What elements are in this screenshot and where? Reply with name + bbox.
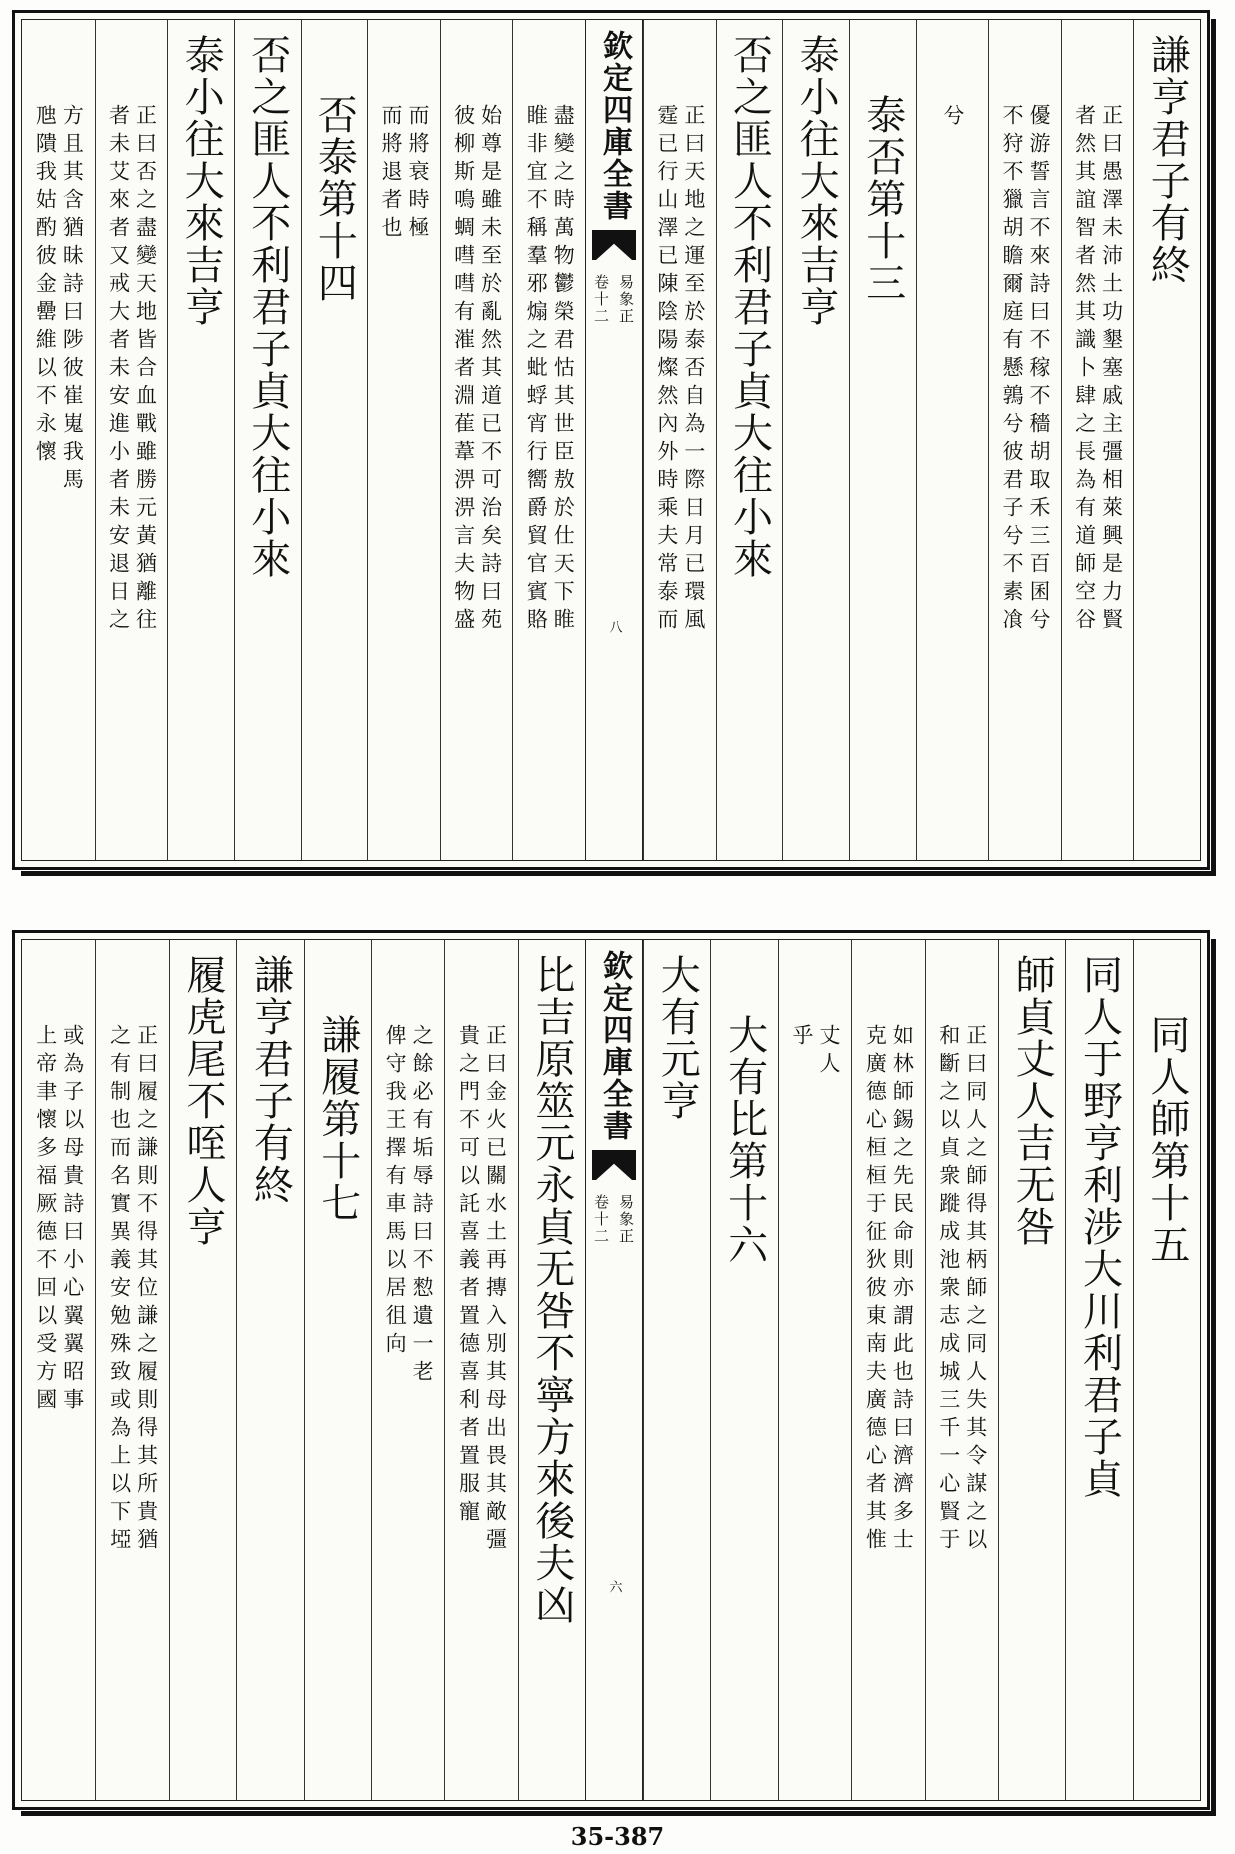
main-text: 大有元亨 [654,954,701,1122]
commentary-column [925,940,998,1800]
commentary-lines [522,34,576,860]
commentary-line: 睢非宜不稱羣邪煽之蚍蜉宵行嚮爵貿官賓賂 [524,104,549,636]
book-spine-label [585,20,643,860]
book-spine-label [585,940,643,1800]
collection-title: 欽定四庫全書 [597,30,632,222]
commentary-column [851,940,924,1800]
text-column [167,20,234,860]
commentary-lines [935,954,989,1800]
fishtail-ornament-icon [592,230,636,260]
commentary-column [512,20,585,860]
commentary-column [988,20,1061,860]
commentary-column [367,20,440,860]
commentary-line: 丈人 [816,1024,841,1080]
commentary-line: 優游誓言不來詩曰不稼不穡胡取禾三百囷兮 [1026,104,1051,636]
folio-page-number: 八 [606,620,622,633]
section-heading: 大有比第十六 [721,1014,768,1266]
commentary-column [778,940,851,1800]
text-column [518,940,585,1800]
commentary-lines [31,34,85,860]
commentary-line: 如林師錫之先民命則亦謂此也詩曰濟濟多士 [890,1024,915,1556]
commentary-column [444,940,517,1800]
commentary-lines [377,34,431,860]
commentary-line: 和斷之以貞衆蹝成池衆志成城三千一心賢于 [936,1024,961,1556]
commentary-lines [788,954,842,1800]
commentary-line: 俾守我王擇有車馬以居徂向 [383,1024,408,1360]
main-text: 泰小往大來吉亨 [178,34,225,328]
commentary-line: 貴之門不可以託喜義者置德喜利者置服寵 [456,1024,481,1528]
fishtail-ornament-icon [592,1150,636,1180]
section-heading: 泰否第十三 [859,94,906,304]
spine-meta [591,1194,637,1245]
commentary-line: 盡變之時萬物鬱榮君怙其世臣敖於仕天下睢 [551,104,576,636]
section-heading-column [304,940,371,1800]
upper-folio-columns [21,19,1201,861]
main-text: 否之匪人不利君子貞大往小來 [726,34,773,580]
commentary-line: 正曰天地之運至於泰否自為一際日月已環風 [681,104,706,636]
lower-folio [12,930,1210,1810]
commentary-line: 虺隤我姑酌彼金罍維以不永懷 [33,104,58,468]
commentary-line: 而將衰時極 [405,104,430,244]
commentary-line: 而將退者也 [378,104,403,244]
commentary-line: 或為子以母貴詩曰小心翼翼昭事 [60,1024,85,1416]
spine-meta-line: 易象正 [617,274,635,325]
commentary-lines [450,34,504,860]
text-column [998,940,1065,1800]
commentary-line: 方且其含猶昧詩曰陟彼崔嵬我馬 [60,104,85,496]
text-column [1065,940,1132,1800]
commentary-column [643,20,716,860]
section-heading: 謙履第十七 [314,1014,361,1224]
main-text: 泰小往大來吉亨 [793,34,840,328]
volume-page-number: 35-387 [570,1822,665,1851]
text-column [716,20,783,860]
main-text: 謙亨君子有終 [247,954,294,1206]
commentary-lines [32,954,86,1800]
commentary-column [22,940,95,1800]
commentary-column [440,20,513,860]
section-heading-column [710,940,777,1800]
folio-page-number: 六 [606,1580,622,1593]
commentary-column [95,20,168,860]
commentary-line: 霆已行山澤已陳陰陽燦然內外時乘夫常泰而 [654,104,679,636]
commentary-lines [106,954,160,1800]
commentary-lines [104,34,158,860]
commentary-line: 正曰金火已關水土再摶入別其母出畏其敵彊 [483,1024,508,1556]
commentary-column [916,20,989,860]
commentary-line: 之有制也而名實異義安勉殊致或為上以下埡 [107,1024,132,1556]
commentary-line: 正曰否之盡變天地皆合血戰雖勝元黃猶離往 [133,104,158,636]
section-heading: 否泰第十四 [311,94,358,304]
text-column [234,20,301,860]
spine-meta-line: 易象正 [617,1194,635,1245]
text-column [169,940,236,1800]
commentary-lines [1071,34,1125,860]
commentary-lines [861,954,915,1800]
commentary-column [95,940,168,1800]
commentary-lines [939,34,966,860]
commentary-line: 始尊是雖未至於亂然其道已不可治矣詩曰苑 [478,104,503,636]
main-text: 否之匪人不利君子貞大往小來 [244,34,291,580]
text-column [1133,20,1200,860]
main-text: 謙亨君子有終 [1144,34,1191,286]
main-text: 師貞丈人吉无咎 [1009,954,1056,1248]
spine-meta [591,274,637,325]
text-column [782,20,849,860]
commentary-line: 者然其誼智者然其識卜肆之長為有道師空谷 [1072,104,1097,636]
commentary-line: 兮 [940,104,965,132]
section-heading-column [301,20,368,860]
collection-title: 欽定四庫全書 [597,950,632,1142]
commentary-line: 正曰同人之師得其柄師之同人失其令謀之以 [963,1024,988,1556]
main-text: 履虎尾不咥人亨 [179,954,226,1248]
commentary-line: 不狩不獵胡瞻爾庭有懸鶉兮彼君子兮不素飡 [999,104,1024,636]
commentary-line: 乎 [789,1024,814,1052]
commentary-line: 上帝聿懷多福厥德不回以受方國 [33,1024,58,1416]
commentary-column [1061,20,1134,860]
main-text: 比吉原筮元永貞无咎不寧方來後夫凶 [528,954,575,1626]
lower-folio-columns [21,939,1201,1801]
text-column [236,940,303,1800]
section-heading-column [849,20,916,860]
section-heading-column [1133,940,1200,1800]
commentary-line: 之餘必有垢辱詩曰不愸遺一老 [410,1024,435,1388]
commentary-lines [381,954,435,1800]
commentary-lines [653,34,707,860]
commentary-line: 克廣德心桓桓于征狄彼東南夫廣德心者其惟 [863,1024,888,1556]
commentary-line: 者未艾來者又戒大者未安進小者未安退日之 [106,104,131,636]
spine-meta-line: 卷十二 [592,1194,610,1245]
commentary-column [371,940,444,1800]
commentary-lines [998,34,1052,860]
commentary-lines [454,954,508,1800]
upper-folio [12,10,1210,870]
commentary-line: 正曰愚澤未沛土功墾塞戚主彊相萊興是力賢 [1099,104,1124,636]
text-column [643,940,710,1800]
spine-meta-line: 卷十二 [592,274,610,325]
commentary-column [22,20,95,860]
main-text: 同人于野亨利涉大川利君子貞 [1076,954,1123,1500]
section-heading: 同人師第十五 [1143,1014,1190,1266]
commentary-line: 彼柳斯鳴蜩嘒嘒有漼者淵萑葦淠淠言夫物盛 [451,104,476,636]
commentary-line: 正曰履之謙則不得其位謙之履則得其所貴猶 [134,1024,159,1556]
